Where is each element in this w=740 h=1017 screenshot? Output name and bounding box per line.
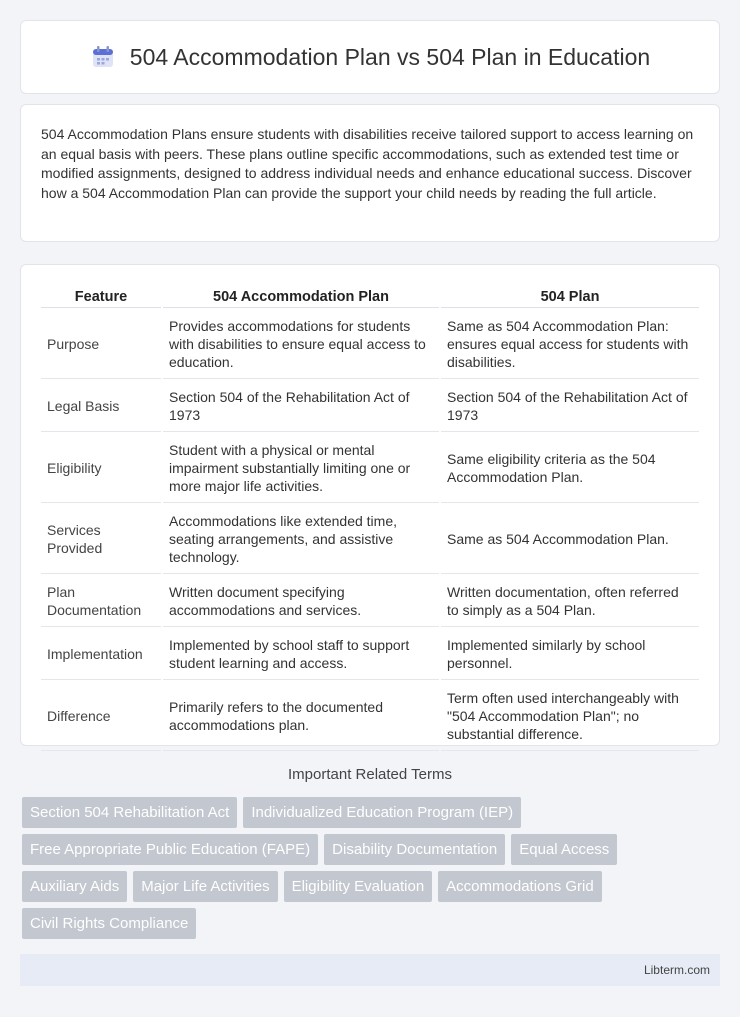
term-tag[interactable]: Auxiliary Aids — [22, 871, 127, 902]
table-cell-feature: Eligibility — [41, 434, 161, 503]
table-cell-feature: Implementation — [41, 629, 161, 680]
table-cell: Written documentation, often referred to simply as a 504 Plan. — [441, 576, 699, 627]
table-header-row — [41, 285, 699, 308]
table-cell: Implemented similarly by school personnel. — [441, 629, 699, 680]
intro-text: 504 Accommodation Plans ensure students with disabilities receive tailored support to access learning on an equal basis with peers. These plans outline specific accommodations, such as extended test time or modified assignments, designed to address individual needs and enhance educational success. Discover how a 504 Accommodation Plan can provide the support your child needs by reading the full article. — [41, 126, 694, 201]
table-cell: Provides accommodations for students with disabilities to ensure equal access to education. — [163, 310, 439, 379]
table-row — [41, 682, 699, 751]
term-tag[interactable]: Civil Rights Compliance — [22, 908, 196, 939]
table-cell: Written document specifying accommodations and services. — [163, 576, 439, 627]
comparison-table — [39, 283, 701, 753]
header-feature: Feature — [41, 285, 161, 308]
table-row — [41, 310, 699, 379]
term-tag[interactable]: Accommodations Grid — [438, 871, 602, 902]
table-row — [41, 629, 699, 680]
page-title: 504 Accommodation Plan vs 504 Plan in Education — [129, 43, 651, 70]
table-cell-feature: Legal Basis — [41, 381, 161, 432]
table-row — [41, 505, 699, 574]
footer-site-link[interactable]: Libterm.com — [643, 963, 710, 977]
calendar-icon — [90, 44, 116, 70]
term-tag[interactable]: Disability Documentation — [324, 834, 505, 865]
table-cell: Section 504 of the Rehabilitation Act of 1973 — [163, 381, 439, 432]
header-504-plan: 504 Plan — [441, 285, 699, 308]
related-terms-heading: Important Related Terms — [288, 766, 452, 783]
related-terms-list — [22, 797, 722, 939]
table-cell-feature: Difference — [41, 682, 161, 751]
table-cell: Primarily refers to the documented accommodations plan. — [163, 682, 439, 751]
comparison-table-card — [20, 264, 720, 746]
table-cell: Same as 504 Accommodation Plan: ensures equal access for students with disabilities. — [441, 310, 699, 379]
title-card — [20, 20, 720, 94]
table-cell: Implemented by school staff to support student learning and access. — [163, 629, 439, 680]
table-cell-feature: Purpose — [41, 310, 161, 379]
term-tag[interactable]: Eligibility Evaluation — [284, 871, 433, 902]
intro-card — [20, 104, 720, 242]
table-cell-feature: Plan Documentation — [41, 576, 161, 627]
term-tag[interactable]: Major Life Activities — [133, 871, 277, 902]
header-504-accommodation-plan: 504 Accommodation Plan — [163, 285, 439, 308]
table-cell-feature: Services Provided — [41, 505, 161, 574]
table-cell: Student with a physical or mental impairment substantially limiting one or more major life activities. — [163, 434, 439, 503]
table-cell: Accommodations like extended time, seating arrangements, and assistive technology. — [163, 505, 439, 574]
term-tag[interactable]: Free Appropriate Public Education (FAPE) — [22, 834, 318, 865]
term-tag[interactable]: Individualized Education Program (IEP) — [243, 797, 521, 828]
term-tag[interactable]: Section 504 Rehabilitation Act — [22, 797, 237, 828]
table-cell: Section 504 of the Rehabilitation Act of 1973 — [441, 381, 699, 432]
table-row — [41, 576, 699, 627]
table-cell: Same eligibility criteria as the 504 Accommodation Plan. — [441, 434, 699, 503]
table-cell: Same as 504 Accommodation Plan. — [441, 505, 699, 574]
table-row — [41, 381, 699, 432]
table-row — [41, 434, 699, 503]
term-tag[interactable]: Equal Access — [511, 834, 617, 865]
footer — [20, 954, 720, 986]
table-cell: Term often used interchangeably with "504 Accommodation Plan"; no substantial difference. — [441, 682, 699, 751]
